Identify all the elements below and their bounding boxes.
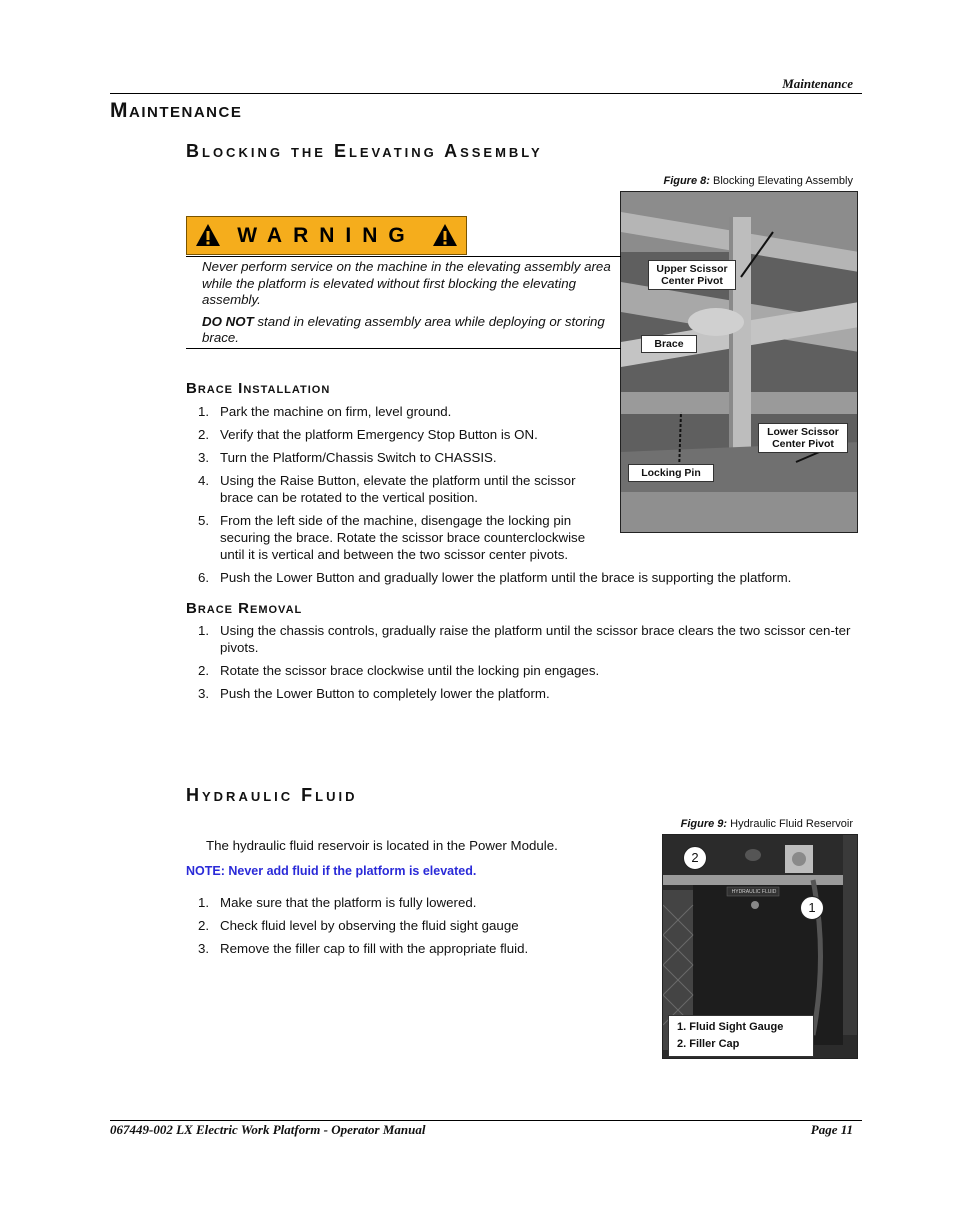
note-label: NOTE:	[186, 864, 225, 878]
list-item: 4. Using the Raise Button, elevate the platform until the scissor brace can be rotated to the vertical position.	[198, 473, 576, 505]
subheading-brace-removal: Brace Removal	[186, 600, 303, 617]
callout-upper-pivot: Upper Scissor Center Pivot	[648, 260, 736, 290]
footer-document-title: 067449-002 LX Electric Work Platform - Operator Manual	[110, 1122, 426, 1137]
section-heading-hydraulic: Hydraulic Fluid	[186, 785, 358, 805]
callout-locking-pin: Locking Pin	[628, 464, 714, 482]
hydraulic-steps-list	[186, 894, 626, 963]
figure-8-text: Blocking Elevating Assembly	[712, 175, 853, 187]
header-rule	[110, 93, 862, 94]
section-heading-blocking: Blocking the Elevating Assembly	[186, 141, 543, 161]
list-item: 2. Verify that the platform Emergency Stop Button is ON.	[198, 427, 538, 442]
list-item: 6. Push the Lower Button and gradually lower the platform until the brace is supporting the platform.	[198, 570, 792, 585]
list-item: 1. Make sure that the platform is fully lowered.	[198, 895, 477, 910]
page-title: Maintenance	[110, 99, 243, 122]
list-item: 2. Rotate the scissor brace clockwise until the locking pin engages.	[198, 663, 600, 678]
figure-9-legend	[668, 1015, 814, 1057]
list-item: 2. Check fluid level by observing the fluid sight gauge	[198, 918, 519, 933]
list-item: 5. From the left side of the machine, disengage the locking pin securing the brace. Rotate the scissor brace counterclockwise until it is vertical and between the two scissor center pivots.	[198, 513, 586, 562]
brace-installation-list	[186, 403, 858, 592]
warning-paragraph-2-rest: stand in elevating assembly area while deploying or storing brace.	[202, 313, 605, 345]
list-item: 3. Turn the Platform/Chassis Switch to CHASSIS.	[198, 450, 497, 465]
marker-2: 2	[683, 846, 707, 870]
warning-body	[202, 259, 612, 352]
tank-label: HYDRAULIC FLUID	[731, 889, 777, 895]
footer-rule	[110, 1120, 862, 1121]
callout-lower-pivot: Lower Scissor Center Pivot	[758, 423, 848, 453]
callout-brace: Brace	[641, 335, 697, 353]
warning-rule-bottom	[186, 348, 621, 349]
note	[186, 864, 476, 878]
list-item: 3. Remove the filler cap to fill with the appropriate fluid.	[198, 941, 529, 956]
warning-paragraph-2	[202, 314, 612, 347]
hydraulic-intro: The hydraulic fluid reservoir is located in the Power Module.	[206, 838, 558, 853]
figure-8-caption	[560, 175, 853, 187]
list-item: 1. Park the machine on firm, level ground.	[198, 404, 452, 419]
figure-9-text: Hydraulic Fluid Reservoir	[730, 818, 853, 830]
brace-removal-list	[186, 622, 858, 708]
footer-page-number: Page 11	[810, 1122, 853, 1137]
legend-item: 1. Fluid Sight Gauge	[677, 1021, 784, 1033]
figure-9-label: Figure 9:	[680, 818, 728, 830]
legend-item: 2. Filler Cap	[677, 1038, 740, 1050]
list-item: 3. Push the Lower Button to completely lower the platform.	[198, 686, 550, 701]
warning-rule-top	[186, 256, 621, 257]
subheading-brace-installation: Brace Installation	[186, 380, 331, 397]
warning-do-not: DO NOT	[202, 313, 254, 329]
figure-9-caption	[560, 818, 853, 830]
marker-1: 1	[800, 896, 824, 920]
warning-label: WARNING	[237, 224, 416, 247]
warning-triangle-icon	[432, 223, 458, 247]
figure-8-label: Figure 8:	[663, 175, 710, 187]
running-header: Maintenance	[782, 76, 853, 91]
warning-paragraph-1: Never perform service on the machine in the elevating assembly area while the platform is elevated without first blocking the elevating assembly.	[202, 259, 611, 307]
figure-9-photo	[662, 834, 858, 1059]
list-item: 1. Using the chassis controls, gradually raise the platform until the scissor brace clears the two scissor cen-ter pivots.	[198, 623, 851, 655]
warning-banner	[186, 216, 467, 255]
note-text: Never add fluid if the platform is elevated.	[228, 864, 477, 878]
